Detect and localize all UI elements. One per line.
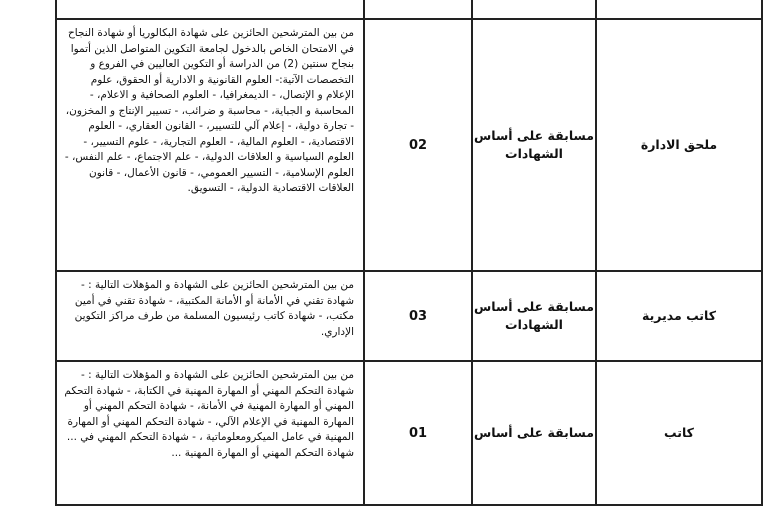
- eligibility-conditions: من بين المترشحين الحائزين على الشهادة و المؤهلات التالية : - شهادة التحكم المهني أو المهارة المهنية في الكتابة، - شهادة التحكم المهني أو المهارة المهنية في الأمانة، - شهادة التحكم المهني أو المهارة المهنية في الإعلام الآلي، - شهادة التحكم المهني أو المهارة المهنية في عامل الميكرومعلوماتية ، - شهادة التحكم المهني في ... شهادة التحكم المهني أو المهارة المهنية ...: [56, 361, 364, 505]
- table-header-stub: [56, 0, 762, 19]
- eligibility-conditions: من بين المترشحين الحائزين على شهادة البكالوريا أو شهادة النجاح في الامتحان الخاص بالدخول لجامعة التكوين المتواصل الذين أتموا بنجاح سنتين (2) من الدراسة أو التكوين العاليين في الفروع و التخصصات الآتية:- العلوم القانونية و الادارية أو الحقوق، علوم الإعلام و الإتصال، - الديمغرافيا، - العلوم الصحافية و الاعلام، - المحاسبة و الجباية، - محاسبة و ضرائب، - تسيير الإنتاج و المخزون، - تجارة دولية، - إعلام آلي للتسيير، - القانون العقاري، - العلوم الاقتصادية، - العلوم المالية، - العلوم التجارية، - علوم التسيير، - العلوم السياسية و العلاقات الدولية، - علم الاجتماع، - علم النفس، - العلوم الإسلامية، - التسيير العمومي، - قانون الأعمال، - قانون العلاقات الاقتصادية الدولية، - التسويق.: [56, 19, 364, 271]
- table-row: [56, 19, 762, 271]
- positions-count: 01: [364, 361, 472, 505]
- table-row: [56, 271, 762, 361]
- recruitment-mode: مسابقة على أساس الشهادات: [472, 271, 596, 361]
- table-row: [56, 361, 762, 505]
- post-name: ملحق الادارة: [596, 19, 762, 271]
- post-name: كاتب مديرية: [596, 271, 762, 361]
- recruitment-mode: مسابقة على أساس: [472, 361, 596, 505]
- recruitment-table: [55, 0, 763, 506]
- positions-count: 02: [364, 19, 472, 271]
- post-name: كاتب: [596, 361, 762, 505]
- recruitment-mode: مسابقة على أساس الشهادات: [472, 19, 596, 271]
- positions-count: 03: [364, 271, 472, 361]
- eligibility-conditions: من بين المترشحين الحائزين على الشهادة و المؤهلات التالية : - شهادة تقني في الأمانة أو الأمانة المكتبية، - شهادة تقني في أمين مكتب، - شهادة كاتب رئيسيون المسلمة من طرف مراكز التكوين الإداري.: [56, 271, 364, 361]
